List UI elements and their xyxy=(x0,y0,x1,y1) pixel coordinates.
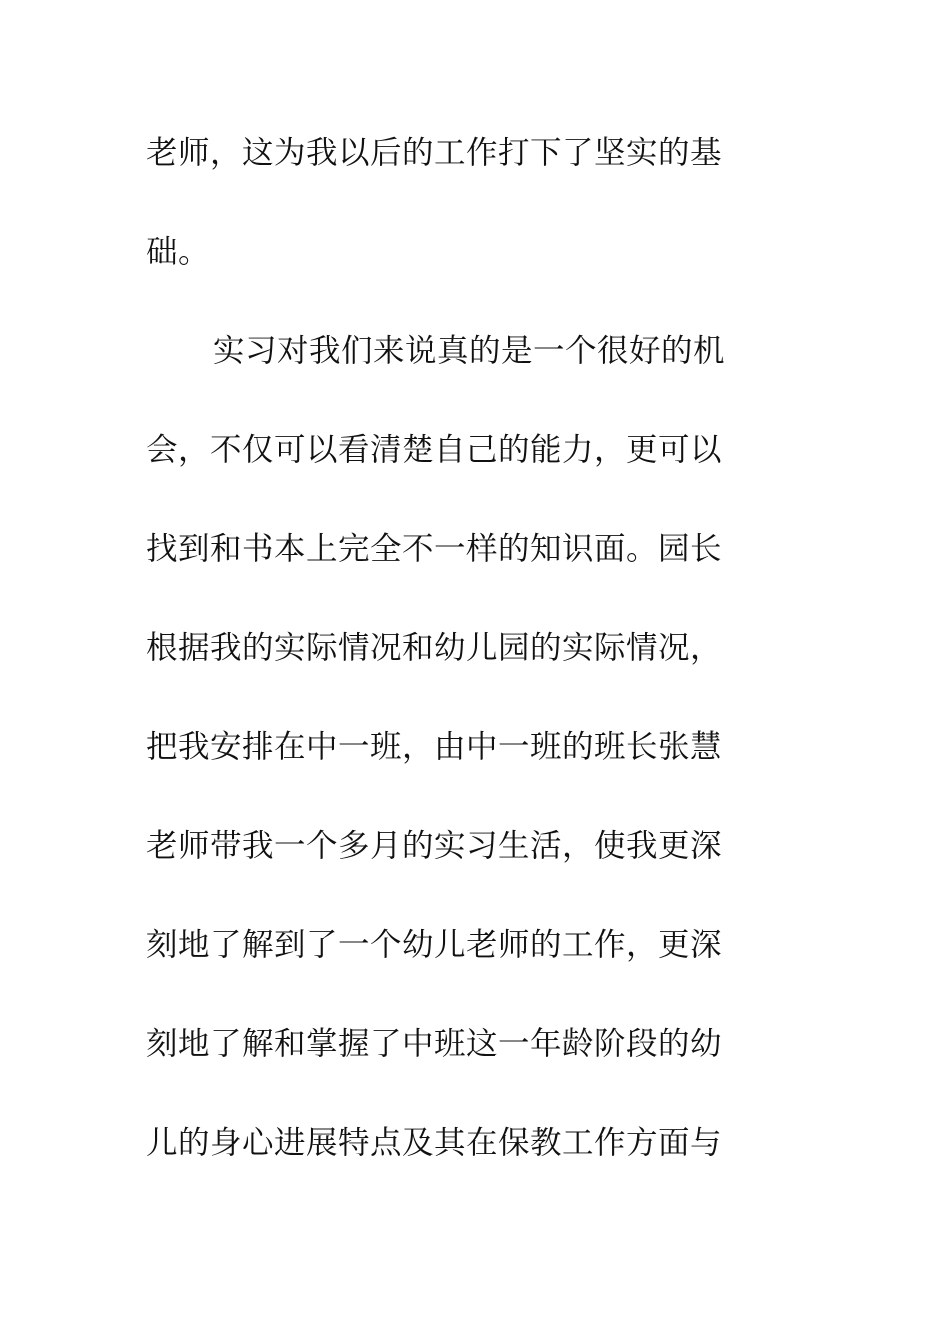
text-line: 刻地了解和掌握了中班这一年龄阶段的幼 xyxy=(146,1026,723,1062)
body-text xyxy=(146,124,786,1213)
text-line: 老师带我一个多月的实习生活，使我更深 xyxy=(146,828,723,864)
text-line: 把我安排在中一班，由中一班的班长张慧 xyxy=(146,729,723,765)
paragraph-2 xyxy=(146,322,786,1213)
paragraph-1 xyxy=(146,124,786,322)
text-line: 儿的身心进展特点及其在保教工作方面与 xyxy=(146,1125,723,1161)
text-line: 老师，这为我以后的工作打下了坚实的基 xyxy=(146,135,723,171)
text-line: 找到和书本上完全不一样的知识面。园长 xyxy=(146,531,723,567)
text-line: 刻地了解到了一个幼儿老师的工作，更深 xyxy=(146,927,723,963)
text-line: 会，不仅可以看清楚自己的能力，更可以 xyxy=(146,432,723,468)
text-line: 根据我的实际情况和幼儿园的实际情况， xyxy=(146,630,723,666)
text-line-indented: 实习对我们来说真的是一个很好的机 xyxy=(213,333,726,369)
text-line: 础。 xyxy=(146,234,211,270)
